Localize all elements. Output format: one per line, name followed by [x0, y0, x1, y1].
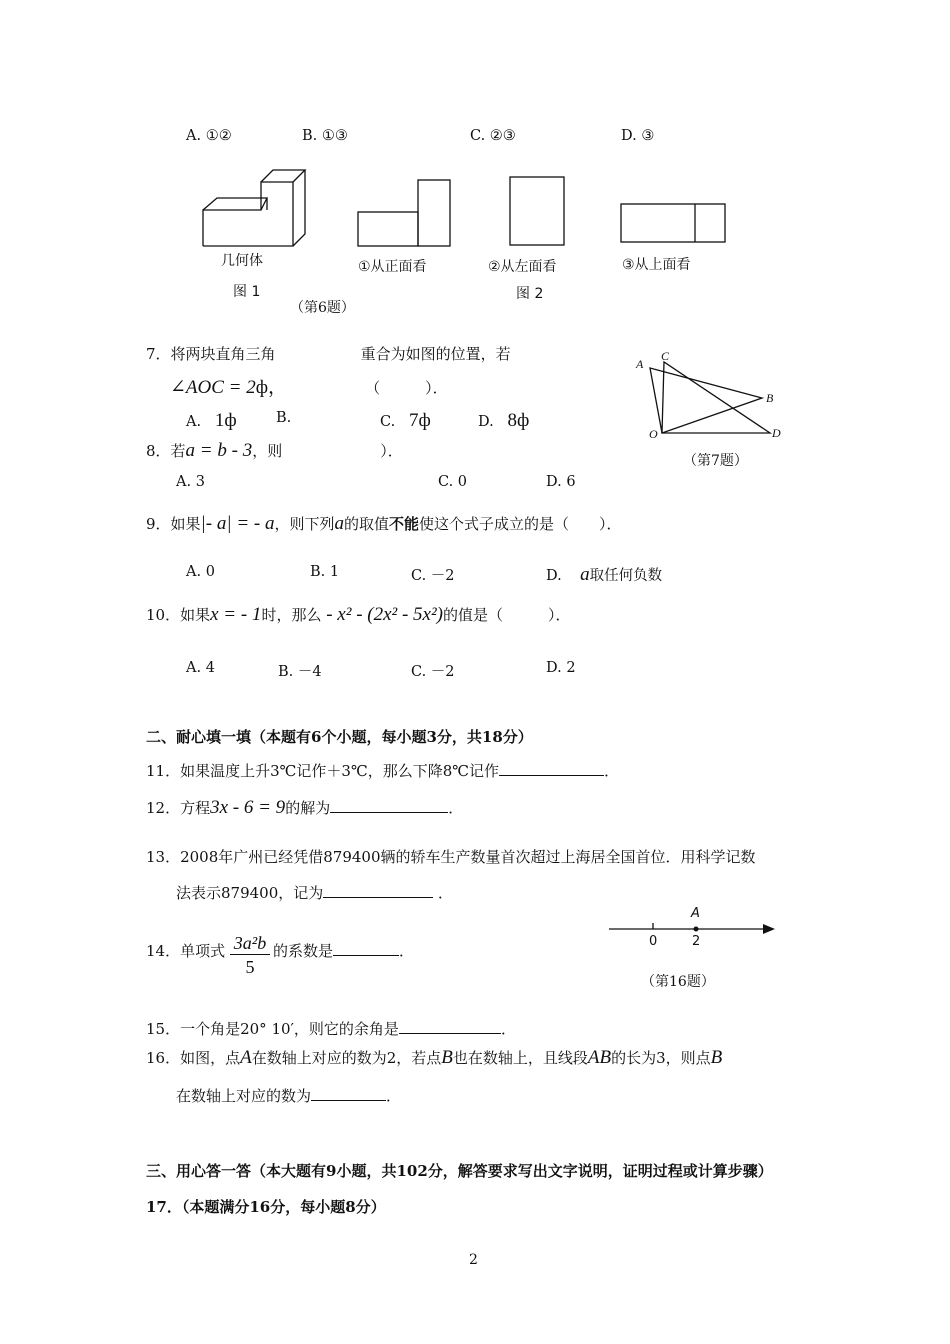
- q9-option-c: C. －2: [411, 568, 455, 584]
- page-number: 2: [469, 1252, 478, 1268]
- q9-stem: 9．如果|- a| = - a，则下列a的取值不能使这个式子成立的是（ ）．: [146, 513, 622, 534]
- q7-option-c: C. 7ф: [380, 410, 431, 431]
- q11-stem: 11．如果温度上升3℃记作＋3℃，那么下降8℃记作 ．: [146, 762, 620, 780]
- q16-stem-line1: 16．如图，点A在数轴上对应的数为2，若点B也在数轴上，且线段AB的长为3，则点B: [146, 1047, 723, 1068]
- q12-answer-blank[interactable]: [330, 798, 448, 813]
- q16-fig-point-a: A: [691, 906, 700, 921]
- q6-front-view: [357, 178, 457, 248]
- q11-answer-blank[interactable]: [499, 761, 604, 776]
- q8-option-a: A. 3: [176, 474, 205, 490]
- q6-fig2-label: 图 2: [516, 286, 544, 302]
- q13-line2: 法表示879400，记为 ．: [176, 884, 454, 902]
- q14-stem: 14．单项式: [146, 942, 226, 960]
- q9-option-a: A. 0: [186, 564, 215, 580]
- q16-answer-blank[interactable]: [311, 1086, 386, 1101]
- q9-option-b: B. 1: [310, 564, 340, 580]
- q10-option-a: A. 4: [186, 660, 215, 676]
- q16-caption: （第16题）: [641, 974, 715, 990]
- q7-point-o: O: [649, 427, 658, 441]
- q7-point-d: D: [772, 426, 781, 440]
- q10-option-c: C. －2: [411, 664, 455, 680]
- q7-point-c: C: [661, 349, 670, 363]
- q10-option-d: D. 2: [546, 660, 576, 676]
- q14-fraction: [230, 932, 270, 979]
- q7-stem-line2: ∠AOC = 2ф， （ ）．: [170, 377, 448, 398]
- q8-option-d: D. 6: [546, 474, 576, 490]
- q13-answer-blank[interactable]: [323, 883, 433, 898]
- q6-label-left: ②从左面看: [488, 259, 557, 275]
- q8-stem: 8．若a = b - 3，则 ）．: [146, 440, 403, 461]
- q8-option-c: C. 0: [438, 474, 468, 490]
- q9-option-d: D. a取任何负数: [546, 564, 663, 585]
- q7-caption: （第7题）: [683, 453, 748, 469]
- q10-option-b: B. －4: [278, 664, 322, 680]
- q7-stem-line1: 7．将两块直角三角 重合为如图的位置，若: [146, 345, 511, 363]
- q7-option-d: D. 8ф: [478, 410, 530, 431]
- q6-label-solid: 几何体: [221, 253, 263, 269]
- q6-label-front: ①从正面看: [358, 259, 427, 275]
- q12-stem: 12．方程3x - 6 = 9的解为 ．: [146, 797, 464, 818]
- q6-solid-figure: [195, 160, 315, 250]
- q16-stem-line2: 在数轴上对应的数为 ．: [176, 1087, 402, 1105]
- q6-top-view: [619, 202, 729, 247]
- q13-line1: 13．2008年广州已经凭借879400辆的轿车生产数量首次超过上海居全国首位．用科学记数: [146, 848, 756, 866]
- q16-number-line: [607, 903, 787, 948]
- q15-answer-blank[interactable]: [399, 1019, 501, 1034]
- q6-option-d: D. ③: [621, 128, 655, 144]
- q7-point-b: B: [766, 391, 774, 405]
- q6-option-b: B. ①③: [302, 128, 348, 144]
- section-2-heading: 二、耐心填一填（本题有6个小题，每小题3分，共18分）: [146, 728, 533, 746]
- q15-stem: 15．一个角是20° 10′，则它的余角是 ．: [146, 1020, 516, 1038]
- section-3-heading: 三、用心答一答（本大题有9小题，共102分，解答要求写出文字说明，证明过程或计算步骤）: [146, 1162, 773, 1180]
- q14-answer-blank[interactable]: [333, 941, 399, 956]
- q14-denominator: 5: [245, 957, 255, 977]
- q7-option-a: A. 1ф: [186, 410, 237, 431]
- q17-heading: 17．（本题满分16分，每小题8分）: [146, 1198, 386, 1216]
- q6-option-a: A. ①②: [186, 128, 232, 144]
- q16-fig-zero: 0: [649, 934, 658, 949]
- q7-option-b: B.: [276, 410, 292, 426]
- q6-fig1-label: 图 1: [233, 284, 261, 300]
- q6-label-top: ③从上面看: [622, 257, 691, 273]
- q14-tail: 的系数是 ．: [273, 942, 415, 960]
- q7-triangles-figure: [630, 348, 790, 443]
- q6-caption: （第6题）: [290, 300, 355, 316]
- q6-left-view: [508, 175, 568, 250]
- q10-stem: 10．如果x = - 1时，那么 - x² - (2x² - 5x²)的值是（ ）．: [146, 604, 571, 625]
- q14-numerator: 3a²b: [230, 932, 270, 955]
- q16-fig-two: 2: [692, 934, 701, 949]
- q7-point-a: A: [636, 357, 644, 371]
- q6-option-c: C. ②③: [470, 128, 516, 144]
